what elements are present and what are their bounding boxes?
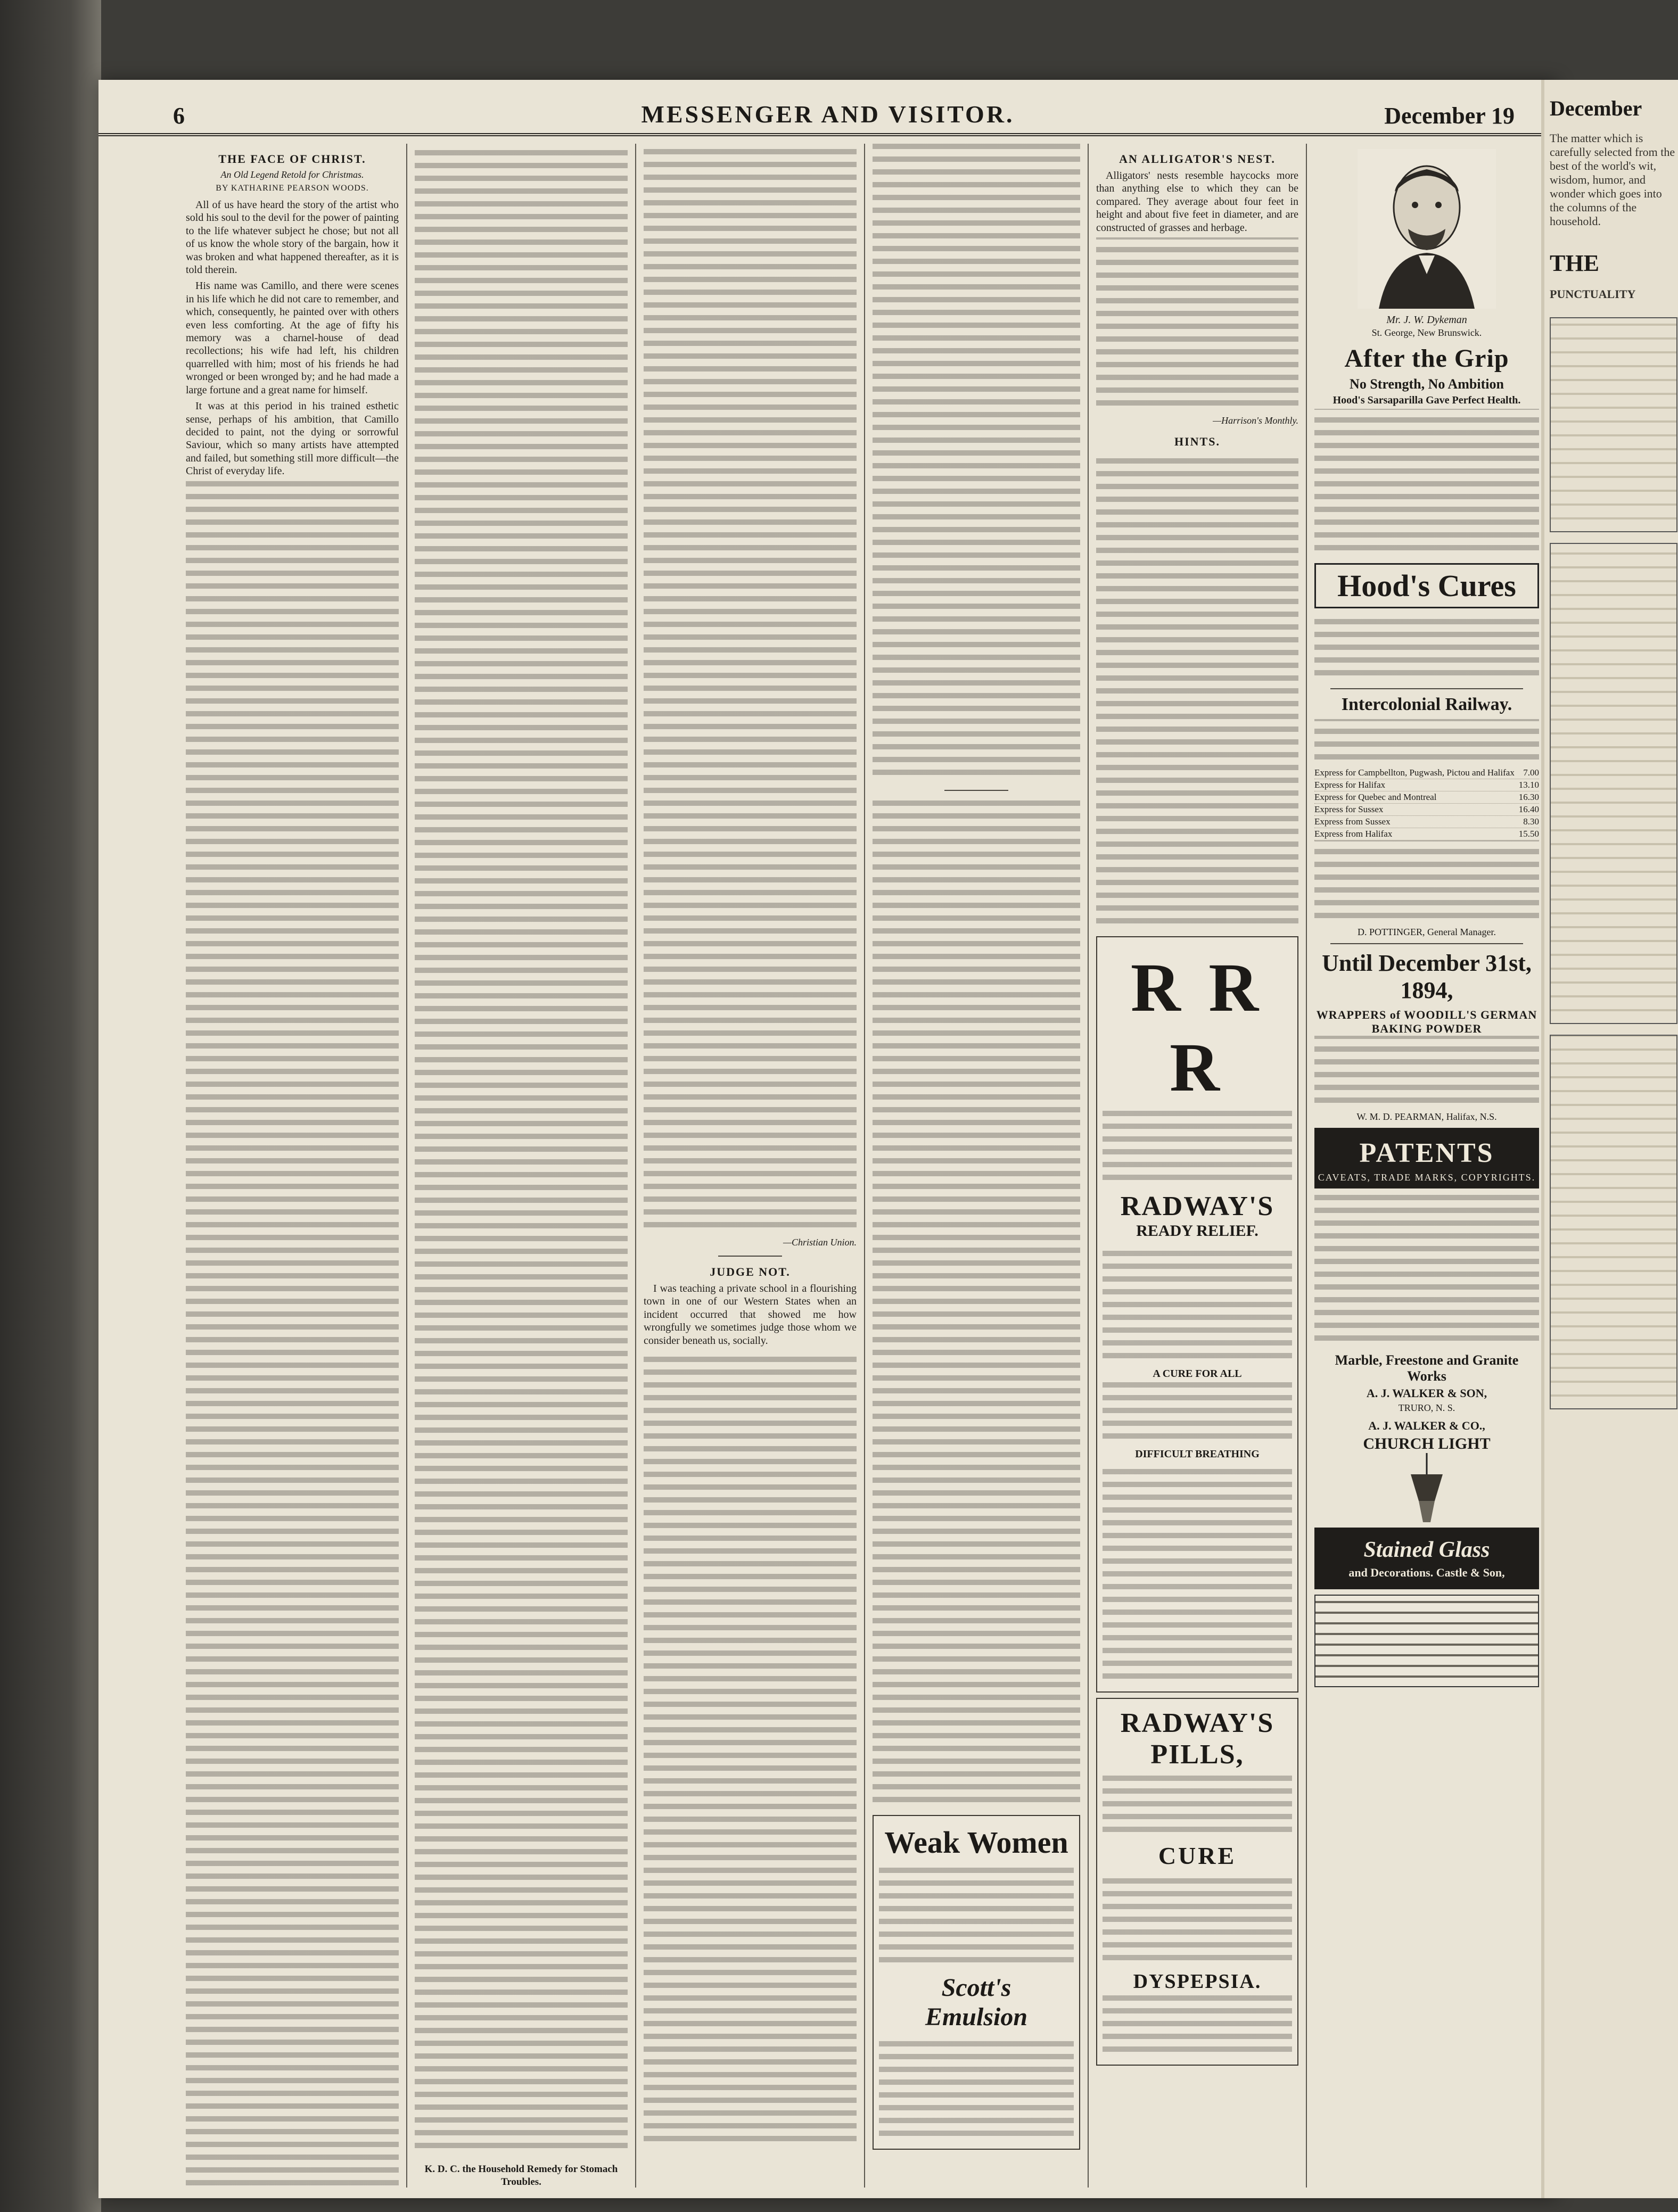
marble-head: Marble, Freestone and Granite Works bbox=[1335, 1352, 1519, 1384]
timetable-row: Express for Halifax 13.10 bbox=[1314, 779, 1539, 791]
story-paragraph: His name was Camillo, and there were scenes in his life which he did not care to remember, and which, consequently, he painted over with others even less comforting. At the age of fifty his memory was a charnel-house of dead recollections; his wife had left, his children quarrelled with him; most of his friends he had wronged or been wronged by; and he had made a large fortune and a great name for himself. bbox=[186, 280, 399, 396]
radway-head: RADWAY'S bbox=[1120, 1191, 1274, 1222]
ad-text bbox=[1314, 1188, 1539, 1348]
newspaper-page bbox=[98, 80, 1557, 2198]
text-block bbox=[1096, 237, 1298, 413]
ad-text bbox=[1103, 1872, 1292, 1968]
railway-signature: D. POTTINGER, General Manager. bbox=[1358, 927, 1496, 937]
timetable-row: Express from Halifax 15.50 bbox=[1314, 828, 1539, 840]
divider bbox=[718, 1256, 782, 1257]
attribution: —Christian Union. bbox=[783, 1237, 857, 1248]
book-binding-shadow bbox=[0, 0, 101, 2212]
grip-subhead-2: Hood's Sarsaparilla Gave Perfect Health. bbox=[1332, 394, 1521, 406]
divider bbox=[1330, 943, 1523, 944]
bells-ad bbox=[1314, 1595, 1539, 1687]
railway-head: Intercolonial Railway. bbox=[1341, 695, 1512, 714]
walker-head-2: A. J. WALKER & CO., bbox=[1368, 1419, 1485, 1432]
ad-text bbox=[1314, 409, 1539, 558]
patents-sub: CAVEATS, TRADE MARKS, COPYRIGHTS. bbox=[1314, 1172, 1539, 1188]
issue-date: December 19 bbox=[1384, 103, 1515, 129]
rrr-logo: R R R bbox=[1130, 950, 1264, 1107]
adjacent-page-head: December bbox=[1550, 96, 1642, 120]
column-1 bbox=[178, 144, 407, 2188]
text-block bbox=[644, 144, 857, 1235]
columns bbox=[178, 144, 1547, 2188]
patents-head: PATENTS bbox=[1314, 1128, 1539, 1172]
ad-text bbox=[1314, 719, 1539, 767]
timetable-row: Express for Sussex 16.40 bbox=[1314, 804, 1539, 816]
until-date-head: Until December 31st, 1894, bbox=[1322, 950, 1532, 1003]
adjacent-page-text: The matter which is carefully selected from the best of the world's wit, wisdom, humor, and wonder which goes into the columns of the household. bbox=[1550, 131, 1675, 228]
portrait-engraving-icon bbox=[1358, 149, 1496, 309]
cure-all-head: A CURE FOR ALL bbox=[1153, 1368, 1242, 1380]
judge-not-title: JUDGE NOT. bbox=[710, 1265, 791, 1278]
story-paragraph: All of us have heard the story of the artist who sold his soul to the devil for the power of painting to the life whatever subject he chose; but not all of us know the whole story of the bargain, how it was broken and what happened thereafter, as it is told therein. bbox=[186, 199, 399, 276]
portrait-place: St. George, New Brunswick. bbox=[1371, 327, 1482, 338]
divider bbox=[944, 790, 1008, 791]
railway-timetable bbox=[1314, 767, 1539, 840]
kdc-remedy-note: K. D. C. the Household Remedy for Stomach Troubles. bbox=[424, 2164, 618, 2188]
ad-text bbox=[879, 2037, 1074, 2143]
scotts-head: Scott's bbox=[941, 1974, 1011, 2002]
ad-text bbox=[1314, 840, 1539, 926]
column-5 bbox=[1089, 144, 1307, 2188]
masthead bbox=[98, 80, 1557, 136]
adjacent-text-block bbox=[1550, 317, 1677, 532]
walker-place: TRURO, N. S. bbox=[1398, 1402, 1455, 1413]
stained-glass-head: Stained Glass bbox=[1363, 1538, 1490, 1562]
weak-women-head: Weak Women bbox=[884, 1825, 1068, 1860]
radway-pills-ad bbox=[1096, 1698, 1298, 2066]
text-block bbox=[873, 798, 1080, 1810]
alligator-paragraph: Alligators' nests resemble haycocks more than anything else to which they can be compared. They average about four feet in height and about five feet in diameter, and are constructed of grasses and herbage. bbox=[1096, 170, 1298, 234]
story-byline: BY KATHARINE PEARSON WOODS. bbox=[216, 184, 369, 193]
ad-text bbox=[1103, 1770, 1292, 1839]
text-block bbox=[415, 144, 628, 2156]
adjacent-page bbox=[1541, 80, 1678, 2198]
walker-head: A. J. WALKER & SON, bbox=[1366, 1386, 1487, 1400]
timetable-row: Express from Sussex 8.30 bbox=[1314, 816, 1539, 828]
hoods-cures-logo: Hood's Cures bbox=[1314, 563, 1539, 608]
ad-text bbox=[1103, 1382, 1292, 1446]
ad-text bbox=[1314, 614, 1539, 683]
timetable-row: Express for Quebec and Montreal 16.30 bbox=[1314, 791, 1539, 804]
grip-subhead: No Strength, No Ambition bbox=[1350, 376, 1504, 392]
radway-pills-head: RADWAY'S PILLS, bbox=[1120, 1708, 1274, 1770]
hints-title: HINTS. bbox=[1174, 435, 1220, 449]
ad-text bbox=[1103, 1463, 1292, 1686]
text-block bbox=[873, 144, 1080, 782]
column-4 bbox=[865, 144, 1089, 2188]
story-subtitle: An Old Legend Retold for Christmas. bbox=[220, 169, 364, 180]
emulsion-head: Emulsion bbox=[925, 2003, 1028, 2031]
breathing-head: DIFFICULT BREATHING bbox=[1135, 1448, 1260, 1460]
adjacent-text-block bbox=[1550, 543, 1677, 1024]
grip-head: After the Grip bbox=[1344, 344, 1509, 373]
stained-glass-sub: and Decorations. Castle & Son, bbox=[1348, 1566, 1505, 1579]
dyspepsia-head: DYSPEPSIA. bbox=[1133, 1970, 1262, 1993]
page-number: 6 bbox=[173, 103, 185, 129]
alligator-title: AN ALLIGATOR'S NEST. bbox=[1119, 152, 1276, 166]
pearman-sign: W. M. D. PEARMAN, Halifax, N.S. bbox=[1356, 1111, 1497, 1122]
radway-relief-ad bbox=[1096, 936, 1298, 1693]
timetable-row: Express for Campbellton, Pugwash, Pictou and Halifax 7.00 bbox=[1314, 767, 1539, 779]
adjacent-text-block bbox=[1550, 1035, 1677, 1409]
radway-sub: READY RELIEF. bbox=[1136, 1222, 1258, 1240]
text-block bbox=[186, 481, 399, 2188]
column-3 bbox=[636, 144, 865, 2188]
ad-text bbox=[1314, 1036, 1539, 1110]
column-2 bbox=[407, 144, 636, 2188]
adjacent-column-head: THE bbox=[1550, 250, 1599, 276]
divider bbox=[1330, 688, 1523, 689]
church-light-head: CHURCH LIGHT bbox=[1363, 1435, 1491, 1452]
ad-text bbox=[1103, 1243, 1292, 1366]
story-title: THE FACE OF CHRIST. bbox=[218, 152, 366, 166]
adjacent-column-sub: PUNCTUALITY bbox=[1550, 287, 1636, 301]
column-6 bbox=[1307, 144, 1547, 2188]
hanging-lamp-icon bbox=[1403, 1453, 1451, 1528]
ad-text bbox=[1103, 1108, 1292, 1187]
text-block bbox=[644, 1350, 857, 2149]
alligator-attribution: —Harrison's Monthly. bbox=[1213, 415, 1298, 426]
text-block bbox=[1096, 452, 1298, 931]
judge-not-paragraph: I was teaching a private school in a flourishing town in one of our Western States when an incident occurred that showed me how wrongfully we sometimes judge those whom we consider beneath us, socially. bbox=[644, 1283, 857, 1347]
portrait-name: Mr. J. W. Dykeman bbox=[1386, 314, 1467, 326]
ad-text bbox=[879, 1863, 1074, 1970]
wrappers-head: WRAPPERS of WOODILL'S GERMAN BAKING POWDER bbox=[1316, 1008, 1537, 1035]
story-paragraph: It was at this period in his trained esthetic sense, perhaps of his ambition, that Camillo decided to paint, not the dying or sorrowful Saviour, which so many artists have attempted and failed, but something still more difficult—the Christ of everyday life. bbox=[186, 400, 399, 477]
cure-head: CURE bbox=[1158, 1842, 1237, 1870]
paper-title: MESSENGER AND VISITOR. bbox=[641, 101, 1015, 128]
stained-glass-ad bbox=[1314, 1528, 1539, 1589]
scotts-emulsion-ad bbox=[873, 1815, 1080, 2150]
ad-text bbox=[1103, 1995, 1292, 2059]
